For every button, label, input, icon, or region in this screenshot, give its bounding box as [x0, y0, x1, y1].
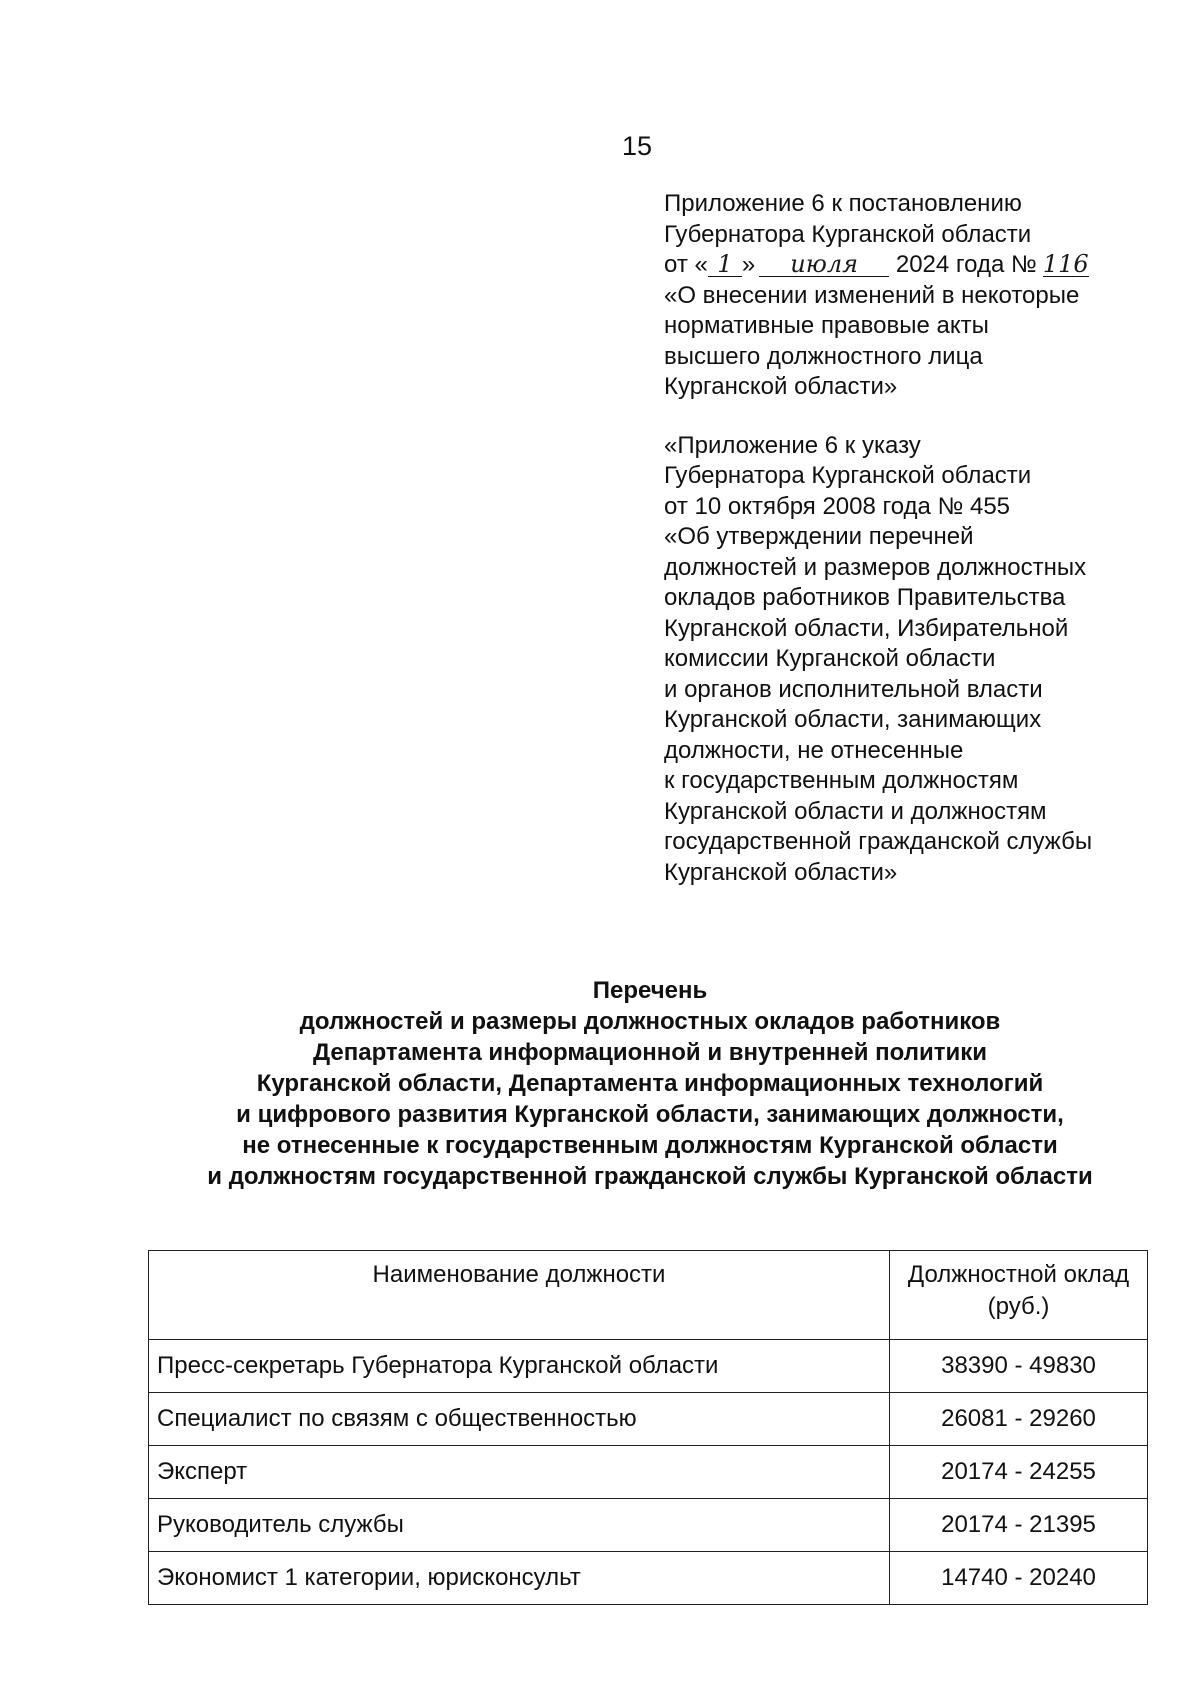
- position-name: Экономист 1 категории, юрисконсульт: [149, 1552, 890, 1605]
- appendix-date-line: [664, 250, 1164, 281]
- position-salary: 26081 - 29260: [890, 1393, 1148, 1446]
- header-position-name: Наименование должности: [149, 1251, 890, 1340]
- decree-line: Курганской области, занимающих: [664, 706, 1042, 733]
- date-prefix: от «: [664, 251, 708, 278]
- title-line: должностей и размеры должностных окладов работников: [299, 1008, 1001, 1035]
- position-name: Специалист по связям с общественностью: [149, 1393, 890, 1446]
- decree-line: должности, не отнесенные: [664, 736, 964, 764]
- handwritten-number: 116: [1042, 250, 1089, 278]
- decree-line: «Об утверждении перечней: [664, 523, 974, 550]
- spacer: [664, 403, 1164, 431]
- decree-line: государственной гражданской службы: [664, 828, 1093, 855]
- decree-line: к государственным должностям: [664, 767, 1019, 794]
- decree-line: комиссии Курганской области: [664, 645, 996, 672]
- decree-line: должностей и размеров должностных: [664, 553, 1087, 581]
- header-salary-line1: Должностной оклад: [907, 1261, 1130, 1288]
- title-line: Курганской области, Департамента информационных технологий: [256, 1070, 1044, 1097]
- decree-line: и органов исполнительной власти: [664, 675, 1043, 703]
- positions-table: [148, 1250, 1148, 1605]
- appendix-title-line: «О внесении изменений в некоторые: [664, 281, 1080, 309]
- position-salary: 14740 - 20240: [890, 1552, 1148, 1605]
- position-name: Эксперт: [149, 1446, 890, 1499]
- appendix-line-1: Приложение 6 к постановлению: [664, 190, 1022, 217]
- appendix-title-line: высшего должностного лица: [664, 342, 983, 370]
- position-name: Пресс-секретарь Губернатора Курганской области: [149, 1340, 890, 1393]
- title-line: Перечень: [592, 977, 708, 1004]
- page-number: 15: [622, 131, 653, 161]
- date-year: 2024 года №: [895, 251, 1037, 278]
- header-salary: [890, 1251, 1148, 1340]
- table-row: [149, 1393, 1148, 1446]
- decree-line: окладов работников Правительства: [664, 584, 1066, 611]
- appendix-title-line: нормативные правовые акты: [664, 312, 989, 339]
- position-name: Руководитель службы: [149, 1499, 890, 1552]
- document-title: [150, 975, 1150, 1192]
- table-row: [149, 1446, 1148, 1499]
- title-line: и должностям государственной гражданской службы Курганской области: [207, 1163, 1093, 1190]
- appendix-line-2: Губернатора Курганской области: [664, 220, 1032, 248]
- position-salary: 20174 - 24255: [890, 1446, 1148, 1499]
- decree-line: от 10 октября 2008 года № 455: [664, 492, 1011, 520]
- header-salary-line2: (руб.): [987, 1293, 1050, 1320]
- decree-line: Курганской области, Избирательной: [664, 614, 1069, 642]
- position-salary: 38390 - 49830: [890, 1340, 1148, 1393]
- appendix-title-line: Курганской области»: [664, 373, 898, 400]
- handwritten-month: июля: [759, 252, 889, 277]
- decree-line: «Приложение 6 к указу: [664, 431, 921, 459]
- decree-line: Курганской области и должностям: [664, 797, 1047, 825]
- date-mid: »: [741, 251, 756, 278]
- title-line: и цифрового развития Курганской области, занимающих должности,: [236, 1101, 1064, 1128]
- table-header-row: [149, 1251, 1148, 1340]
- appendix-header: [664, 189, 1164, 888]
- decree-line: Курганской области»: [664, 858, 898, 886]
- position-salary: 20174 - 21395: [890, 1499, 1148, 1552]
- table-row: [149, 1499, 1148, 1552]
- title-line: не отнесенные к государственным должностям Курганской области: [242, 1132, 1058, 1159]
- table-row: [149, 1552, 1148, 1605]
- decree-line: Губернатора Курганской области: [664, 462, 1032, 489]
- table-row: [149, 1340, 1148, 1393]
- handwritten-day: 1: [708, 252, 742, 277]
- title-line: Департамента информационной и внутренней политики: [312, 1039, 988, 1066]
